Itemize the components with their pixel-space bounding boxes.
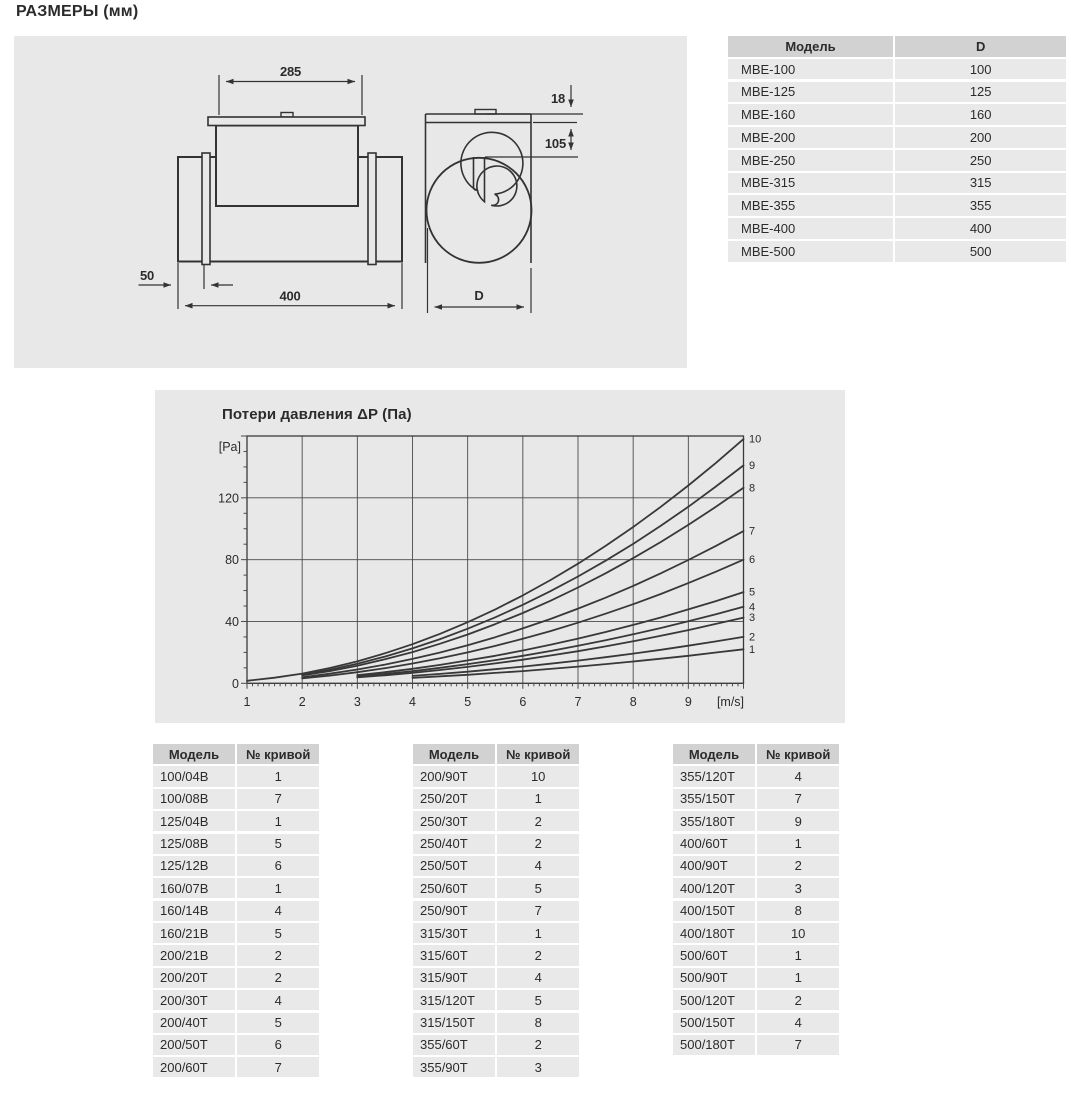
dim-285-label: 285	[279, 64, 302, 79]
x-axis-tick-label: 3	[353, 695, 361, 709]
cell-value: 8	[497, 1013, 579, 1033]
cell-value: 5	[237, 1013, 319, 1033]
x-axis-tick-label: 2	[298, 695, 306, 709]
cell-model: 500/90Т	[673, 968, 755, 988]
curve-label-4: 4	[749, 601, 756, 614]
cell-value: 1	[497, 789, 579, 809]
cell-model: 200/30Т	[153, 990, 235, 1010]
cell-model: 400/60Т	[673, 834, 755, 854]
curve-label-6: 6	[749, 554, 756, 567]
cell-model: 400/180Т	[673, 923, 755, 943]
cell-model: МВЕ-315	[728, 173, 893, 194]
duct-heater-drawing	[14, 36, 687, 368]
curve-table-3	[673, 744, 839, 1055]
cell-value: 1	[237, 811, 319, 831]
cell-model: 400/150Т	[673, 901, 755, 921]
cell-model: 500/60Т	[673, 945, 755, 965]
cell-value: 7	[497, 901, 579, 921]
flange-left	[202, 153, 210, 265]
dim-d-label: D	[474, 288, 484, 303]
cell-model: 125/04В	[153, 811, 235, 831]
cell-value: 1	[237, 766, 319, 786]
cell-value: 10	[757, 923, 839, 943]
x-axis-tick-label: 1	[243, 695, 251, 709]
curve-label-7: 7	[749, 525, 756, 538]
curve-label-8: 8	[749, 482, 756, 495]
flange-right	[368, 153, 376, 265]
cell-value: 4	[497, 968, 579, 988]
cell-value: 4	[237, 901, 319, 921]
cell-model: 250/90Т	[413, 901, 495, 921]
y-axis-unit-label: [Pa]	[218, 440, 241, 454]
pressure-loss-chart-panel	[155, 390, 845, 723]
duct-circle	[427, 158, 532, 263]
cell-value: 125	[895, 82, 1066, 103]
cell-value: 500	[895, 241, 1066, 262]
y-axis-tick-label: 80	[225, 553, 239, 568]
cell-value: 7	[757, 1035, 839, 1055]
cell-model: МВЕ-160	[728, 104, 893, 125]
cell-value: 2	[497, 1035, 579, 1055]
cell-value: 160	[895, 104, 1066, 125]
dim-285	[219, 75, 362, 115]
cell-model: 315/60Т	[413, 945, 495, 965]
pressure-loss-chart	[155, 390, 845, 723]
cell-value: 6	[237, 1035, 319, 1055]
cell-value: 7	[237, 789, 319, 809]
cell-model: 200/21В	[153, 945, 235, 965]
cell-model: МВЕ-500	[728, 241, 893, 262]
cell-model: 500/180Т	[673, 1035, 755, 1055]
cell-model: 160/14В	[153, 901, 235, 921]
front-view	[426, 110, 532, 264]
cell-model: 500/150Т	[673, 1013, 755, 1033]
cell-value: 10	[497, 766, 579, 786]
x-axis-unit-label: [m/s]	[716, 695, 745, 709]
dimensions-drawing-panel	[14, 36, 687, 368]
cell-model: 100/08В	[153, 789, 235, 809]
cell-model: 200/20Т	[153, 968, 235, 988]
column-header-value: D	[895, 36, 1066, 57]
dim-105-label: 105	[544, 136, 566, 151]
model-d-table	[728, 36, 1066, 262]
terminal-box	[216, 126, 358, 207]
x-axis-tick-label: 7	[574, 695, 582, 709]
column-header-value: № кривой	[237, 744, 319, 764]
column-header-model: Модель	[413, 744, 495, 764]
y-axis-tick-label: 40	[225, 614, 239, 629]
dim-400-label: 400	[279, 288, 301, 304]
cell-value: 4	[757, 1013, 839, 1033]
cell-value: 200	[895, 127, 1066, 148]
pressure-curve-4	[357, 607, 743, 677]
cell-value: 1	[237, 878, 319, 898]
cell-model: 200/90Т	[413, 766, 495, 786]
y-axis-tick-label: 120	[218, 491, 239, 506]
dim-18-label: 18	[550, 91, 565, 106]
curve-table-2	[413, 744, 579, 1077]
curve-label-1: 1	[749, 643, 756, 656]
cell-value: 5	[497, 878, 579, 898]
cell-model: 160/07В	[153, 878, 235, 898]
cell-model: 315/30Т	[413, 923, 495, 943]
cell-value: 250	[895, 150, 1066, 171]
chart-title: Потери давления ΔP (Па)	[222, 406, 412, 423]
cell-model: 250/60Т	[413, 878, 495, 898]
cell-model: 200/60Т	[153, 1057, 235, 1077]
cell-value: 315	[895, 173, 1066, 194]
cell-model: 500/120Т	[673, 990, 755, 1010]
cell-model: 355/150Т	[673, 789, 755, 809]
cell-value: 5	[237, 923, 319, 943]
curve-table-1	[153, 744, 319, 1077]
cell-model: 250/40Т	[413, 834, 495, 854]
cell-value: 355	[895, 195, 1066, 216]
cell-value: 1	[757, 834, 839, 854]
cell-value: 2	[237, 945, 319, 965]
cell-model: МВЕ-200	[728, 127, 893, 148]
cell-model: 200/40Т	[153, 1013, 235, 1033]
curve-label-2: 2	[749, 631, 756, 644]
cell-model: 250/20Т	[413, 789, 495, 809]
column-header-model: Модель	[728, 36, 893, 57]
dim-18	[487, 85, 583, 123]
cell-model: 125/12В	[153, 856, 235, 876]
x-axis-tick-label: 8	[629, 695, 637, 709]
page-title: РАЗМЕРЫ (мм)	[16, 3, 139, 20]
cell-value: 2	[237, 968, 319, 988]
cell-value: 7	[757, 789, 839, 809]
cell-value: 4	[497, 856, 579, 876]
cell-value: 4	[757, 766, 839, 786]
cell-value: 1	[497, 923, 579, 943]
cell-model: 355/90Т	[413, 1057, 495, 1077]
cell-model: 250/50Т	[413, 856, 495, 876]
cell-model: 315/90Т	[413, 968, 495, 988]
curve-label-5: 5	[749, 586, 756, 599]
cell-value: 7	[237, 1057, 319, 1077]
cell-model: 200/50Т	[153, 1035, 235, 1055]
cell-value: 5	[237, 834, 319, 854]
cell-model: 400/120Т	[673, 878, 755, 898]
cell-model: МВЕ-250	[728, 150, 893, 171]
cell-value: 1	[757, 968, 839, 988]
cell-value: 2	[497, 945, 579, 965]
cell-model: 355/60Т	[413, 1035, 495, 1055]
cell-model: 315/120Т	[413, 990, 495, 1010]
cell-model: МВЕ-125	[728, 82, 893, 103]
cell-model: 160/21В	[153, 923, 235, 943]
cell-value: 100	[895, 59, 1066, 80]
curve-label-3: 3	[749, 612, 756, 625]
cell-value: 400	[895, 218, 1066, 239]
cell-model: 315/150Т	[413, 1013, 495, 1033]
x-axis-tick-label: 6	[519, 695, 527, 709]
cell-model: МВЕ-100	[728, 59, 893, 80]
cell-value: 3	[497, 1057, 579, 1077]
cell-value: 4	[237, 990, 319, 1010]
cell-value: 2	[757, 856, 839, 876]
column-header-model: Модель	[673, 744, 755, 764]
column-header-value: № кривой	[497, 744, 579, 764]
cell-value: 2	[757, 990, 839, 1010]
cell-model: МВЕ-355	[728, 195, 893, 216]
cell-value: 8	[757, 901, 839, 921]
cell-value: 6	[237, 856, 319, 876]
cell-model: 250/30Т	[413, 811, 495, 831]
cell-value: 5	[497, 990, 579, 1010]
cell-value: 2	[497, 834, 579, 854]
side-view	[178, 113, 402, 265]
cell-value: 3	[757, 878, 839, 898]
cell-model: 355/180Т	[673, 811, 755, 831]
column-header-model: Модель	[153, 744, 235, 764]
x-axis-tick-label: 9	[684, 695, 692, 709]
cell-model: МВЕ-400	[728, 218, 893, 239]
curve-label-10: 10	[749, 433, 762, 446]
x-axis-tick-label: 5	[464, 695, 472, 709]
cell-model: 355/120Т	[673, 766, 755, 786]
y-axis-tick-label: 0	[232, 676, 239, 691]
cell-model: 400/90Т	[673, 856, 755, 876]
curve-label-9: 9	[749, 459, 756, 472]
cell-model: 125/08В	[153, 834, 235, 854]
dim-50-label: 50	[139, 268, 155, 283]
cell-value: 1	[757, 945, 839, 965]
column-header-value: № кривой	[757, 744, 839, 764]
terminal-box-lid	[208, 117, 365, 126]
cell-value: 9	[757, 811, 839, 831]
x-axis-tick-label: 4	[409, 695, 416, 709]
cell-value: 2	[497, 811, 579, 831]
cell-model: 100/04В	[153, 766, 235, 786]
